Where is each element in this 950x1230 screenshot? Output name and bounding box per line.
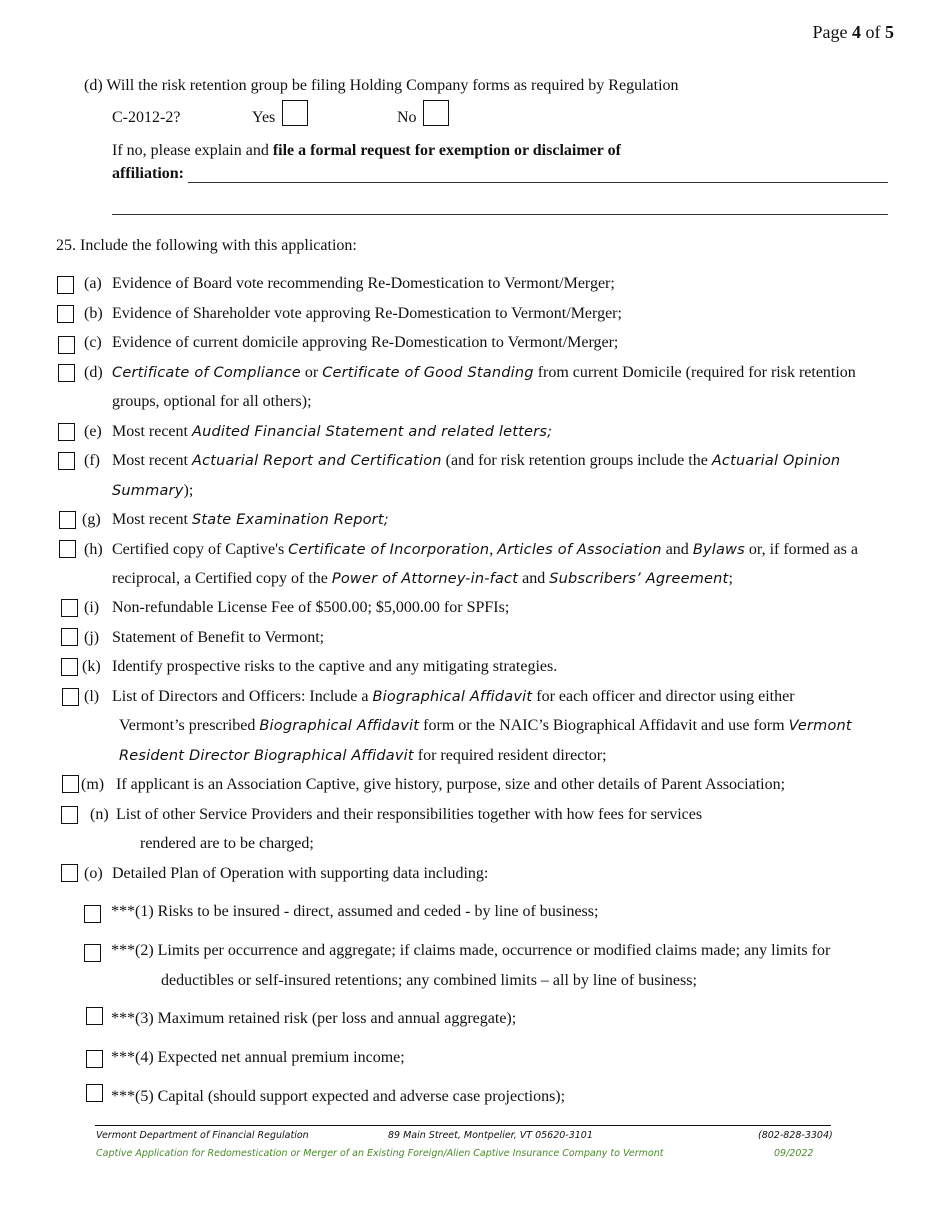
item-c-text: Evidence of current domicile approving Re-Domestication to Vermont/Merger; — [112, 334, 619, 351]
item-k-letter: (k) — [82, 658, 101, 675]
item-l-text-line2: Vermont’s prescribed Biographical Affidavit form or the NAIC’s Biographical Affidavit and use form Vermont — [119, 717, 852, 734]
item-e-text: Most recent Audited Financial Statement and related letters; — [112, 423, 553, 440]
item-n-text-line2: rendered are to be charged; — [140, 835, 314, 852]
item-a-text: Evidence of Board vote recommending Re-Domestication to Vermont/Merger; — [112, 275, 615, 292]
item-n-checkbox[interactable] — [61, 806, 78, 824]
item-c-letter: (c) — [84, 334, 102, 351]
item-h-checkbox[interactable] — [59, 540, 76, 558]
item-d-text-line2: groups, optional for all others); — [112, 393, 312, 410]
item-m-checkbox[interactable] — [62, 775, 79, 793]
footer-rule — [95, 1125, 831, 1126]
item-a-letter: (a) — [84, 275, 102, 292]
item-k-text: Identify prospective risks to the captive and any mitigating strategies. — [112, 658, 558, 675]
item-o-text: Detailed Plan of Operation with supporting data including: — [112, 865, 489, 882]
item-n-letter: (n) — [90, 806, 109, 823]
item-g-checkbox[interactable] — [59, 511, 76, 529]
item-f-letter: (f) — [84, 452, 100, 469]
subitem-4-text: ***(4) Expected net annual premium income; — [111, 1049, 405, 1066]
q24d-affiliation-label: affiliation: — [112, 165, 184, 182]
q24d-question: (d) Will the risk retention group be filing Holding Company forms as required by Regulation — [84, 77, 679, 94]
item-d-text: Certificate of Compliance or Certificate of Good Standing from current Domicile (required for risk retention — [112, 364, 856, 381]
item-b-letter: (b) — [84, 305, 103, 322]
q24d-yes-checkbox[interactable] — [282, 100, 308, 126]
q24d-no-checkbox[interactable] — [423, 100, 449, 126]
item-b-text: Evidence of Shareholder vote approving Re-Domestication to Vermont/Merger; — [112, 305, 622, 322]
subitem-2-text-line2: deductibles or self-insured retentions; any combined limits – all by line of business; — [161, 972, 697, 989]
subitem-3-text: ***(3) Maximum retained risk (per loss and annual aggregate); — [111, 1010, 517, 1027]
q24d-explain: If no, please explain and file a formal request for exemption or disclaimer of — [112, 142, 621, 159]
item-j-text: Statement of Benefit to Vermont; — [112, 629, 325, 646]
item-m-letter: (m) — [81, 776, 105, 793]
q25-title: 25. Include the following with this application: — [56, 237, 357, 254]
item-l-text: List of Directors and Officers: Include a Biographical Affidavit for each officer and director using either — [112, 688, 795, 705]
item-j-letter: (j) — [84, 629, 100, 646]
item-h-text: Certified copy of Captive's Certificate of Incorporation, Articles of Association and Bylaws or, if formed as a — [112, 541, 858, 558]
page-number: Page 4 of 5 — [812, 22, 894, 42]
item-l-text-line3: Resident Director Biographical Affidavit for required resident director; — [119, 747, 607, 764]
q24d-yes-label: Yes — [252, 109, 276, 126]
subitem-1-checkbox[interactable] — [84, 905, 101, 923]
subitem-3-checkbox[interactable] — [86, 1007, 103, 1025]
item-d-checkbox[interactable] — [58, 364, 75, 382]
item-o-letter: (o) — [84, 865, 103, 882]
item-k-checkbox[interactable] — [61, 658, 78, 676]
footer-phone: (802-828-3304) — [758, 1130, 833, 1141]
item-b-checkbox[interactable] — [57, 305, 74, 323]
q24d-explain-line-2[interactable] — [112, 214, 888, 215]
subitem-2-checkbox[interactable] — [84, 944, 101, 962]
footer-form-title: Captive Application for Redomestication or Merger of an Existing Foreign/Alien Captive Insurance Company to Vermont — [96, 1148, 664, 1159]
item-i-checkbox[interactable] — [61, 599, 78, 617]
q24d-regulation: C-2012-2? — [112, 109, 181, 126]
item-g-text: Most recent State Examination Report; — [112, 511, 389, 528]
footer-address: 89 Main Street, Montpelier, VT 05620-3101 — [388, 1130, 593, 1141]
item-e-checkbox[interactable] — [58, 423, 75, 441]
item-h-text-line2: reciprocal, a Certified copy of the Power of Attorney-in-fact and Subscribers’ Agreement; — [112, 570, 733, 587]
item-h-letter: (h) — [84, 541, 103, 558]
subitem-5-text: ***(5) Capital (should support expected and adverse case projections); — [111, 1088, 566, 1105]
item-i-text: Non-refundable License Fee of $500.00; $5,000.00 for SPFIs; — [112, 599, 510, 616]
item-c-checkbox[interactable] — [58, 336, 75, 354]
item-o-checkbox[interactable] — [61, 864, 78, 882]
subitem-5-checkbox[interactable] — [86, 1084, 103, 1102]
item-l-checkbox[interactable] — [62, 688, 79, 706]
item-n-text: List of other Service Providers and their responsibilities together with how fees for services — [116, 806, 703, 823]
q24d-explain-line-1[interactable] — [188, 182, 888, 183]
item-a-checkbox[interactable] — [57, 276, 74, 294]
footer-dept: Vermont Department of Financial Regulation — [96, 1130, 309, 1141]
item-l-letter: (l) — [84, 688, 100, 705]
item-g-letter: (g) — [82, 511, 101, 528]
q24d-no-label: No — [397, 109, 417, 126]
subitem-4-checkbox[interactable] — [86, 1050, 103, 1068]
subitem-1-text: ***(1) Risks to be insured - direct, assumed and ceded - by line of business; — [111, 903, 599, 920]
item-d-letter: (d) — [84, 364, 103, 381]
item-f-text-line2: Summary); — [112, 482, 194, 499]
item-f-checkbox[interactable] — [58, 452, 75, 470]
item-f-text: Most recent Actuarial Report and Certification (and for risk retention groups include the Actuarial Opinion — [112, 452, 841, 469]
subitem-2-text: ***(2) Limits per occurrence and aggregate; if claims made, occurrence or modified claims made; any limits for — [111, 942, 831, 959]
item-j-checkbox[interactable] — [61, 628, 78, 646]
item-i-letter: (i) — [84, 599, 100, 616]
footer-date: 09/2022 — [774, 1148, 814, 1159]
item-e-letter: (e) — [84, 423, 102, 440]
item-m-text: If applicant is an Association Captive, give history, purpose, size and other details of Parent Association; — [116, 776, 786, 793]
